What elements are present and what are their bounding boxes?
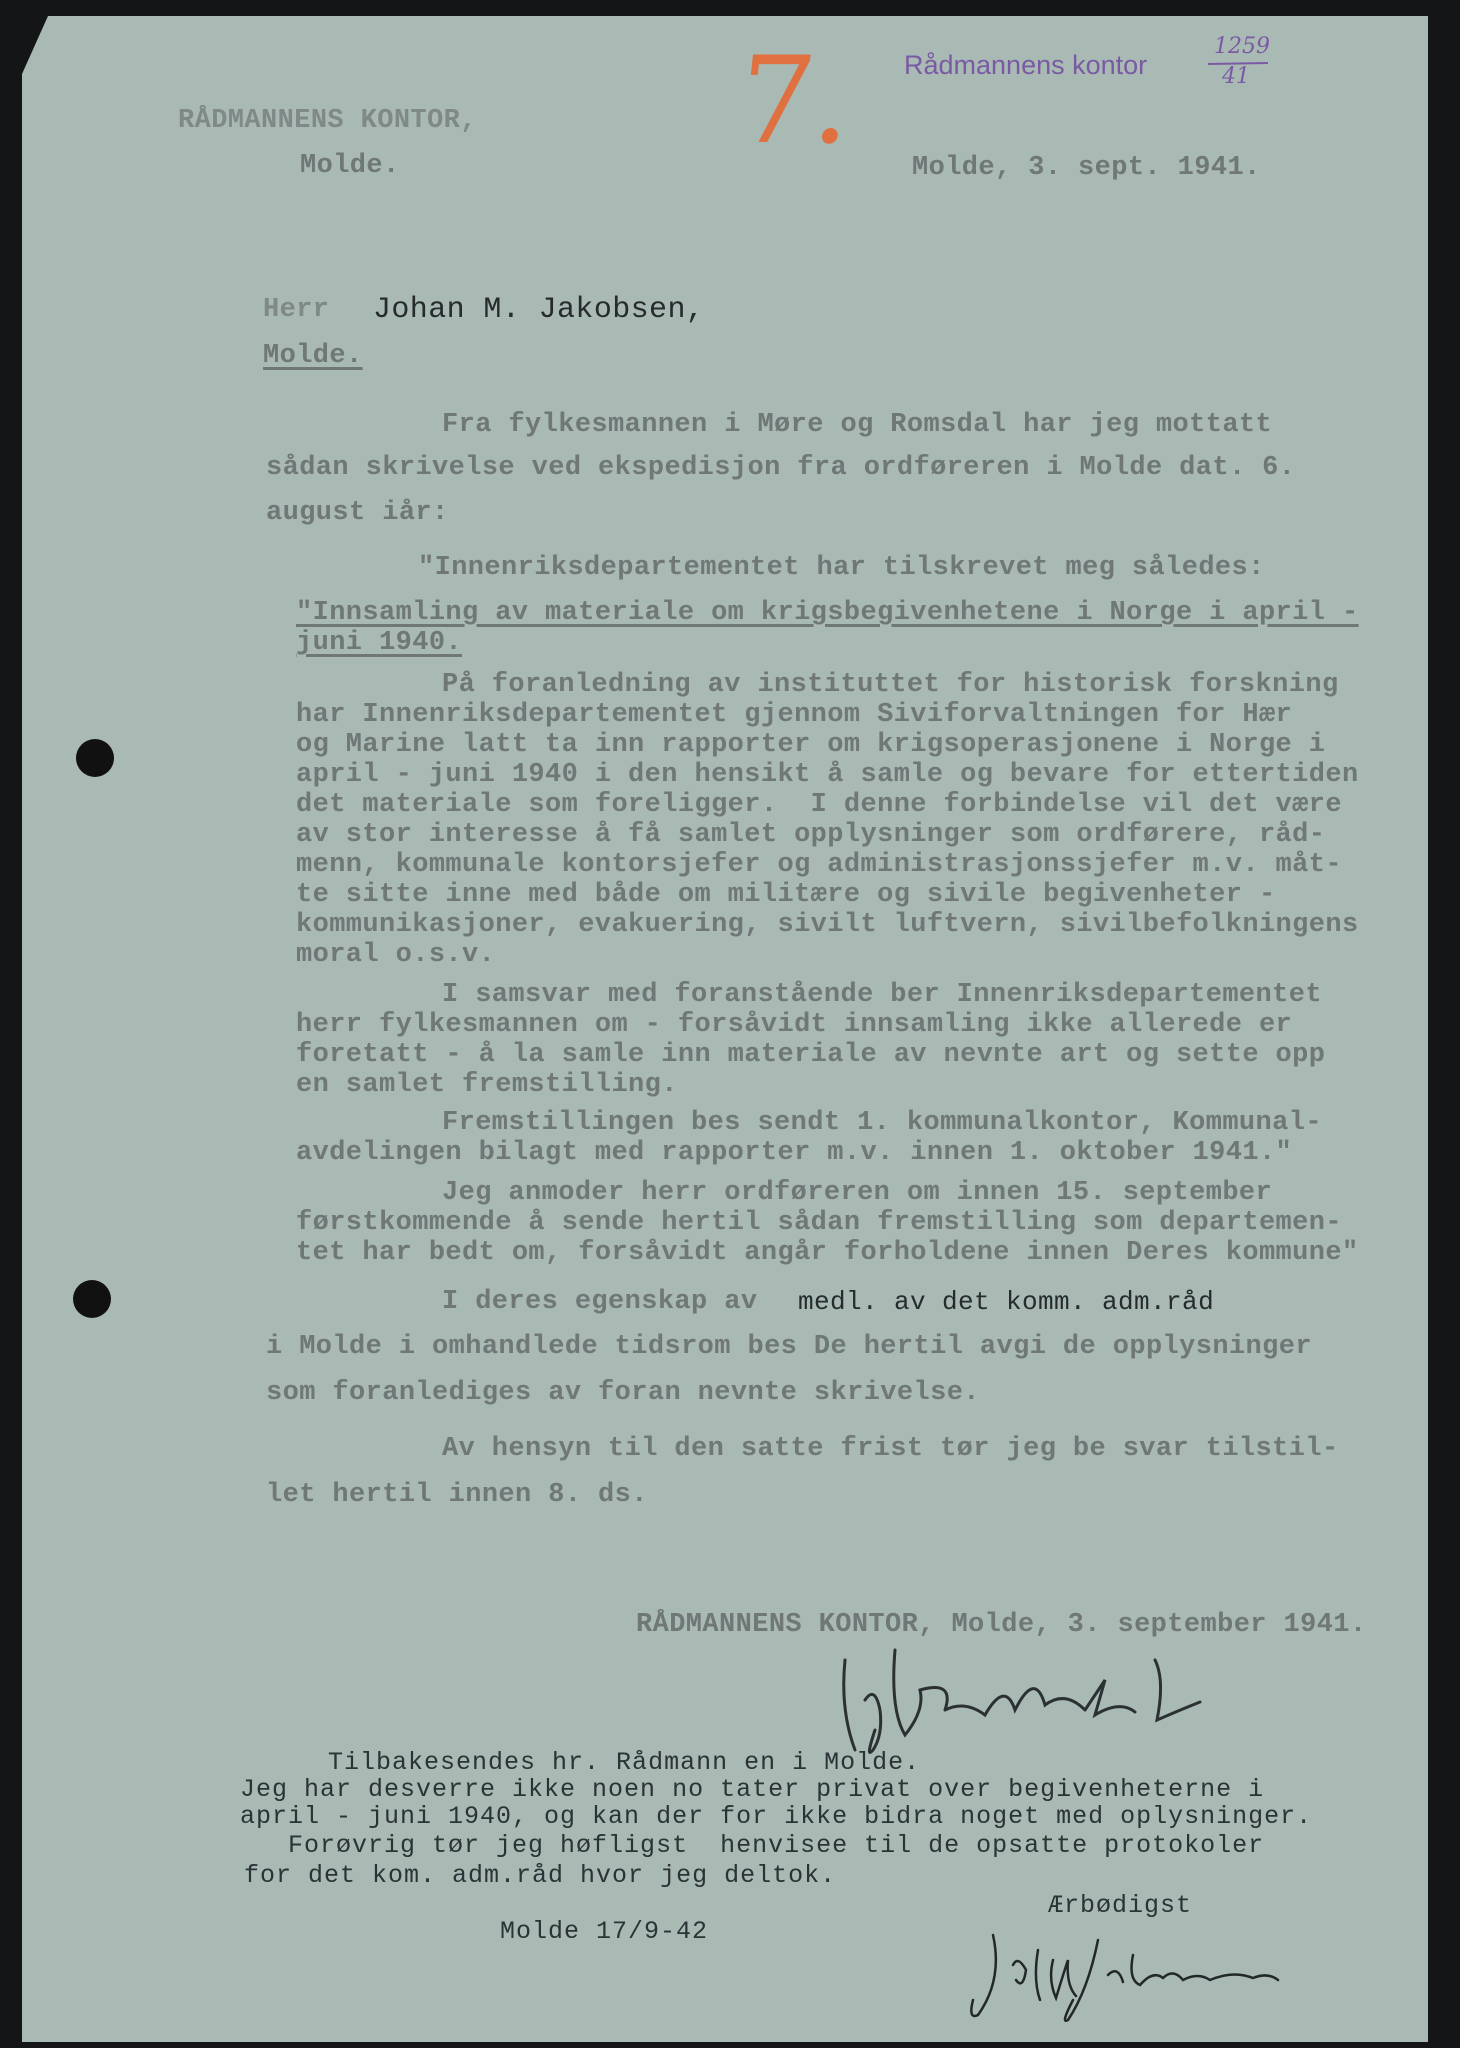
signature-jakobsen xyxy=(948,1920,1328,2030)
request-line: førstkommende å sende hertil sådan fremstilling som departemen- xyxy=(296,1208,1342,1238)
punch-hole-bottom xyxy=(73,1280,111,1318)
reply-line: april - juni 1940, og kan der for ikke bidra noget med oplysninger. xyxy=(240,1802,1313,1831)
quote-line: te sitte inne med både om militære og sivile begivenheter - xyxy=(296,880,1276,910)
stamp-year: 41 xyxy=(1222,64,1250,89)
archive-mark: 7. xyxy=(730,32,860,171)
reply-line: for det kom. adm.råd hvor jeg deltok. xyxy=(244,1861,837,1890)
reply-regards: Ærbødigst xyxy=(1048,1891,1193,1920)
reply-line: Tilbakesendes hr. Rådmann en i Molde. xyxy=(232,1748,921,1777)
quote-line: herr fylkesmannen om - forsåvidt innsamling ikke allerede er xyxy=(296,1010,1293,1040)
request-line: tet har bedt om, forsåvidt angår forholdene innen Deres kommune" xyxy=(296,1238,1359,1268)
quote-line: har Innenriksdepartementet gjennom Siviforvaltningen for Hær xyxy=(296,700,1293,730)
reply-date: Molde 17/9-42 xyxy=(500,1917,709,1946)
capacity-line: som foranlediges av foran nevnte skrivelse. xyxy=(266,1378,980,1408)
closing-line: RÅDMANNENS KONTOR, Molde, 3. september 1941. xyxy=(636,1610,1367,1640)
capacity-line: i Molde i omhandlede tidsrom bes De hertil avgi de opplysninger xyxy=(266,1332,1312,1362)
quote-line: foretatt - å la samle inn materiale av nevnte art og sette opp xyxy=(296,1040,1326,1070)
reply-line: Jeg har desverre ikke noen no tater privat over begivenheterne i xyxy=(240,1775,1265,1804)
intro-line: august iår: xyxy=(266,498,449,528)
recipient-town: Molde. xyxy=(263,341,363,371)
quote-line: moral o.s.v. xyxy=(296,940,496,970)
quote-line: kommunikasjoner, evakuering, sivilt luftvern, sivilbefolkningens xyxy=(296,910,1359,940)
punch-hole-top xyxy=(76,739,114,777)
quote-subject-line: juni 1940. xyxy=(296,628,463,658)
quote-line: Fremstillingen bes sendt 1. kommunalkontor, Kommunal- xyxy=(442,1108,1322,1138)
deadline-line: let hertil innen 8. ds. xyxy=(266,1480,648,1510)
intro-line: sådan skrivelse ved ekspedisjon fra ordføreren i Molde dat. 6. xyxy=(266,453,1296,483)
quote-line: av stor interesse å få samlet opplysninger som ordførere, råd- xyxy=(296,820,1326,850)
recipient-name: Johan M. Jakobsen, xyxy=(373,293,705,327)
salutation: Herr xyxy=(263,295,330,325)
quote-line: avdelingen bilagt med rapporter m.v. innen 1. oktober 1941." xyxy=(296,1138,1293,1168)
capacity-role: medl. av det komm. adm.råd xyxy=(798,1287,1215,1317)
quote-line: en samlet fremstilling. xyxy=(296,1070,678,1100)
capacity-prefix: I deres egenskap av xyxy=(442,1287,758,1317)
quote-subject-line: "Innsamling av materiale om krigsbegivenhetene i Norge i april - xyxy=(296,598,1359,628)
quote-line: og Marine latt ta inn rapporter om krigsoperasjonene i Norge i xyxy=(296,730,1326,760)
quote-opening: "Innenriksdepartementet har tilskrevet meg således: xyxy=(418,553,1265,583)
quote-line: I samsvar med foranstående ber Innenriksdepartementet xyxy=(442,980,1322,1010)
sender-office: RÅDMANNENS KONTOR, xyxy=(178,106,477,136)
quote-line: det materiale som foreligger. I denne forbindelse vil det være xyxy=(296,790,1342,820)
stamp-number: 1259 xyxy=(1214,34,1270,59)
sender-town: Molde. xyxy=(300,151,400,181)
office-stamp: Rådmannens kontor xyxy=(904,50,1148,80)
quote-line: april - juni 1940 i den hensikt å samle og bevare for ettertiden xyxy=(296,760,1359,790)
letter-date: Molde, 3. sept. 1941. xyxy=(912,153,1261,183)
intro-line: Fra fylkesmannen i Møre og Romsdal har jeg mottatt xyxy=(442,410,1273,440)
deadline-line: Av hensyn til den satte frist tør jeg be svar tilstil- xyxy=(442,1434,1339,1464)
reply-line: Forøvrig tør jeg høfligst henvisee til de opsatte protokoler xyxy=(240,1831,1265,1860)
request-line: Jeg anmoder herr ordføreren om innen 15. september xyxy=(442,1178,1273,1208)
quote-line: På foranledning av instituttet for historisk forskning xyxy=(442,670,1339,700)
quote-line: menn, kommunale kontorsjefer og administrasjonssjefer m.v. måt- xyxy=(296,850,1342,880)
